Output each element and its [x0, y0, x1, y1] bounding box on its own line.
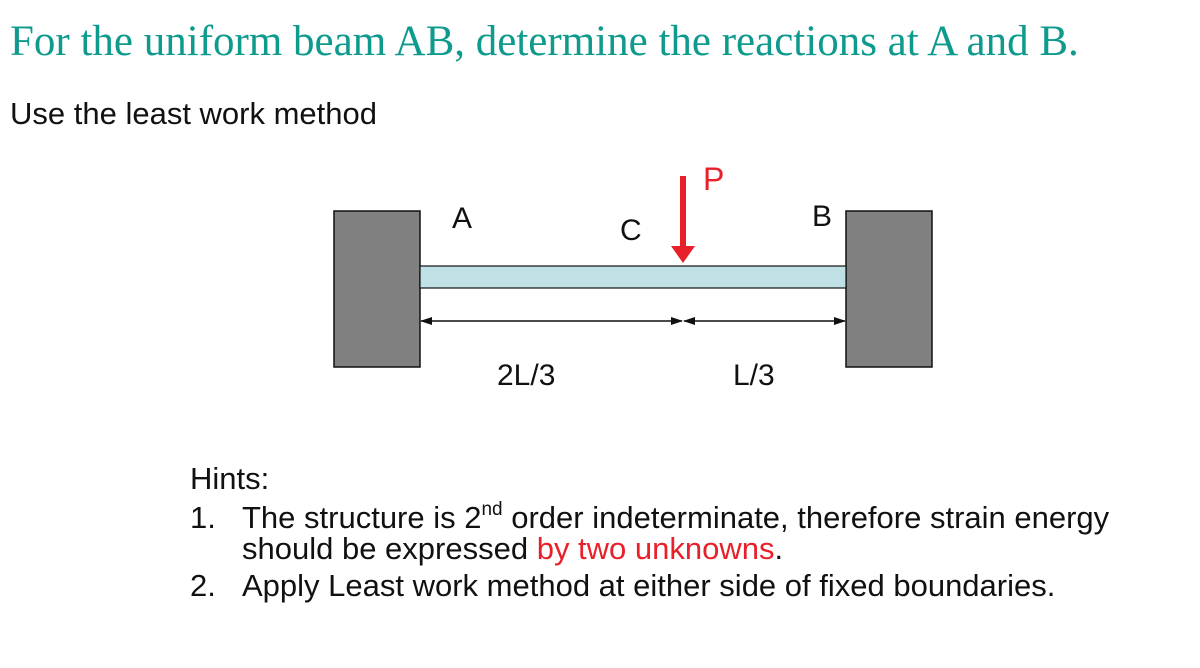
hint-1-superscript: nd: [481, 499, 503, 520]
dimension-label-2l3: 2L/3: [497, 359, 556, 392]
label-b: B: [812, 200, 833, 233]
hint-1-text-middle: order indeterminate, therefore strain energy should be expressed: [242, 500, 1110, 566]
load-p-arrow: [671, 176, 695, 263]
beam-ab: [420, 266, 846, 288]
label-c: C: [620, 214, 642, 247]
label-a: A: [452, 202, 473, 235]
hint-1-text-end: .: [774, 531, 784, 566]
method-instruction: Use the least work method: [10, 96, 378, 131]
hint-item-1: [190, 499, 1180, 566]
fixed-support-a: [334, 211, 420, 367]
hints-heading: Hints:: [190, 461, 270, 496]
hint-2-text: Apply Least work method at either side of fixed boundaries.: [242, 568, 1056, 603]
hint-1-text-start: The structure is 2: [242, 500, 482, 535]
hints-section: [190, 463, 1180, 607]
hint-item-2: [190, 570, 1180, 601]
hint-number-1: 1.: [190, 500, 216, 535]
dimension-label-l3: L/3: [733, 359, 775, 392]
load-label-p: P: [703, 161, 725, 197]
fixed-support-b: [846, 211, 932, 367]
hint-number-2: 2.: [190, 568, 216, 603]
hint-1-highlight: by two unknowns: [536, 531, 775, 566]
problem-title: For the uniform beam AB, determine the reactions at A and B.: [10, 18, 1079, 65]
